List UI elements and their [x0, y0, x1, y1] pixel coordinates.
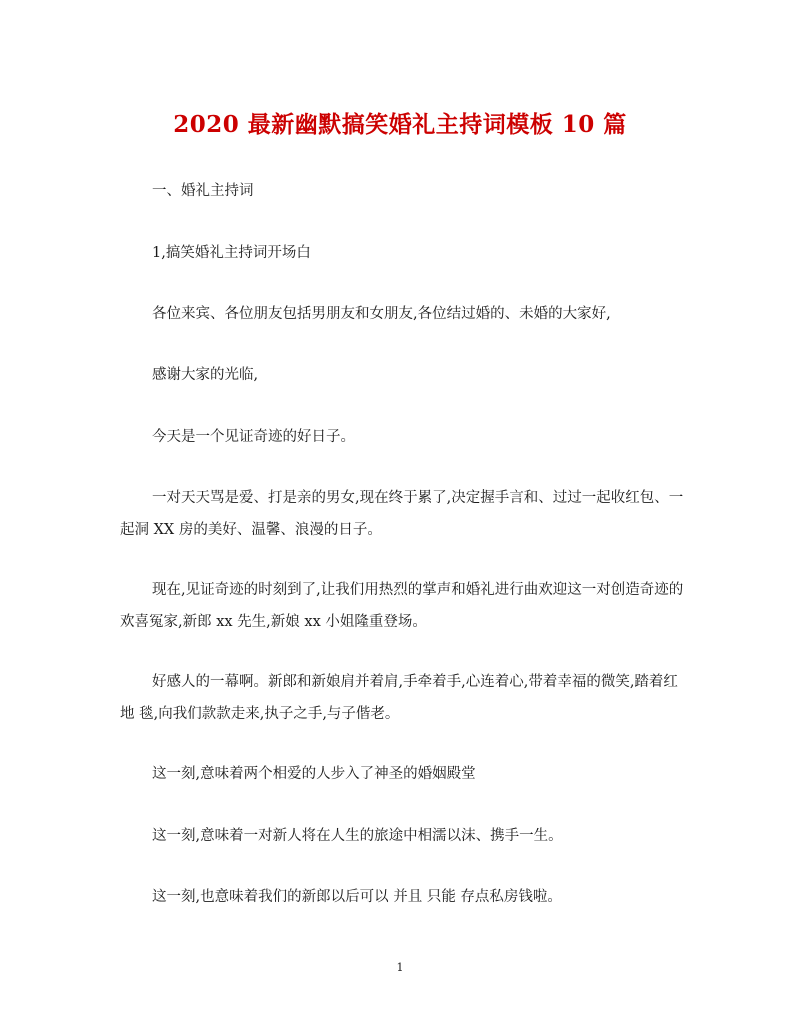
paragraph: 这一刻,意味着两个相爱的人步入了神圣的婚姻殿堂	[152, 766, 476, 782]
paragraph: 现在,见证奇迹的时刻到了,让我们用热烈的掌声和婚礼进行曲欢迎这一对创造奇迹的欢喜冤家,新郎 xx 先生,新娘 xx 小姐隆重登场。	[120, 582, 684, 630]
paragraph: 感谢大家的光临,	[152, 367, 259, 383]
paragraph: 这一刻,意味着一对新人将在人生的旅途中相濡以沫、携手一生。	[152, 828, 563, 844]
paragraph: 好感人的一幕啊。新郎和新娘肩并着肩,手牵着手,心连着心,带着幸福的微笑,踏着红地 毯,向我们款款走来,执子之手,与子偕老。	[120, 674, 678, 722]
section-heading: 一、婚礼主持词	[152, 183, 254, 199]
subsection-heading: 1,搞笑婚礼主持词开场白	[152, 245, 311, 261]
document-title: 2020 最新幽默搞笑婚礼主持词模板 10 篇	[173, 111, 627, 138]
paragraph: 各位来宾、各位朋友包括男朋友和女朋友,各位结过婚的、未婚的大家好,	[152, 306, 611, 322]
paragraph: 一对天天骂是爱、打是亲的男女,现在终于累了,决定握手言和、过过一起收红包、一起洞 XX 房的美好、温馨、浪漫的日子。	[120, 490, 684, 538]
paragraph: 这一刻,也意味着我们的新郎以后可以 并且 只能 存点私房钱啦。	[152, 889, 562, 905]
paragraph: 今天是一个见证奇迹的好日子。	[152, 429, 355, 445]
page-number: 1	[396, 961, 404, 974]
